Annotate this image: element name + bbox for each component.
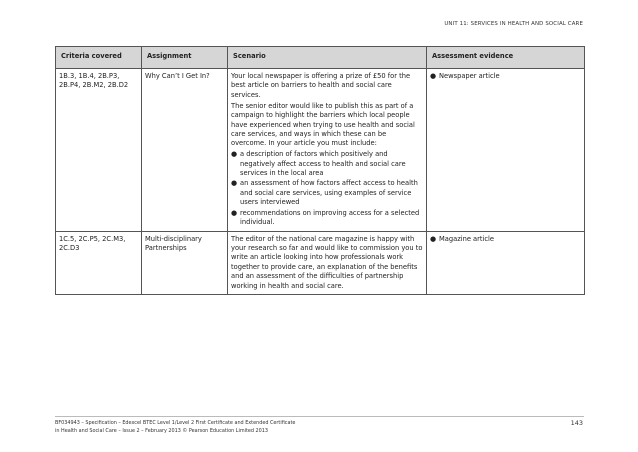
bullet-icon: ● [430,234,437,243]
list-item [231,209,423,228]
assignment-cell: Why Can’t I Get In? [142,69,228,232]
scenario-cell [228,231,427,295]
bullet-icon: ● [231,179,238,188]
scenario-paragraph: Your local newspaper is offering a prize of £50 for the best article on barriers to health and social care services. [231,72,411,99]
footer-divider [55,416,584,417]
list-item [430,235,581,244]
running-header [444,21,583,27]
evidence-cell [427,69,585,232]
table-row [56,69,585,232]
column-header-criteria: Criteria covered [56,47,142,69]
page-number: 143 [570,419,583,427]
scenario-bullet-list [231,150,423,227]
column-header-assignment: Assignment [142,47,228,69]
page-footer [55,419,295,435]
bullet-icon: ● [231,150,238,159]
table-header-row [56,47,585,69]
list-item [231,179,423,207]
column-header-scenario: Scenario [228,47,427,69]
evidence-cell [427,231,585,295]
scenario-paragraph: The senior editor would like to publish this as part of a campaign to highlight the barriers which local people have experienced when trying to use health and social care services, and ways in which these can be overcome. In your article you must include: [231,101,415,148]
unit-assessment-table [55,46,585,295]
criteria-cell: 1B.3, 1B.4, 2B.P3, 2B.P4, 2B.M2, 2B.D2 [56,69,142,232]
list-item-text: Newspaper article [439,72,500,80]
scenario-paragraph: The editor of the national care magazine is happy with your research so far and would like to commission you to write an article looking into how professionals work together to provide care, an explanation of the benefits and an assessment of the difficulties of partnership working in health and social care. [231,234,423,290]
evidence-list [430,235,581,244]
list-item [231,150,423,178]
table-row [56,231,585,295]
list-item-text: a description of factors which positively and negatively affect access to health and social care services in the local area [240,150,406,178]
footer-line: in Health and Social Care – Issue 2 – February 2013 © Pearson Education Limited 2013 [55,428,268,434]
bullet-icon: ● [430,72,437,80]
list-item-text: Magazine article [439,234,495,243]
unit-title: UNIT 11: SERVICES IN HEALTH AND SOCIAL CARE [444,21,583,27]
scenario-cell [228,69,427,232]
evidence-list [430,72,581,81]
footer-line: BF034943 – Specification – Edexcel BTEC Level 1/Level 2 First Certificate and Extended Certificate [55,420,296,426]
bullet-icon: ● [231,208,238,217]
assignment-cell: Multi-disciplinary Partnerships [142,231,228,295]
list-item [430,72,581,81]
column-header-evidence: Assessment evidence [427,47,585,69]
list-item-text: an assessment of how factors affect access to health and social care services, using examples of service users interviewed [240,179,418,207]
criteria-cell: 1C.5, 2C.P5, 2C.M3, 2C.D3 [56,231,142,295]
list-item-text: recommendations on improving access for a selected individual. [240,208,420,227]
